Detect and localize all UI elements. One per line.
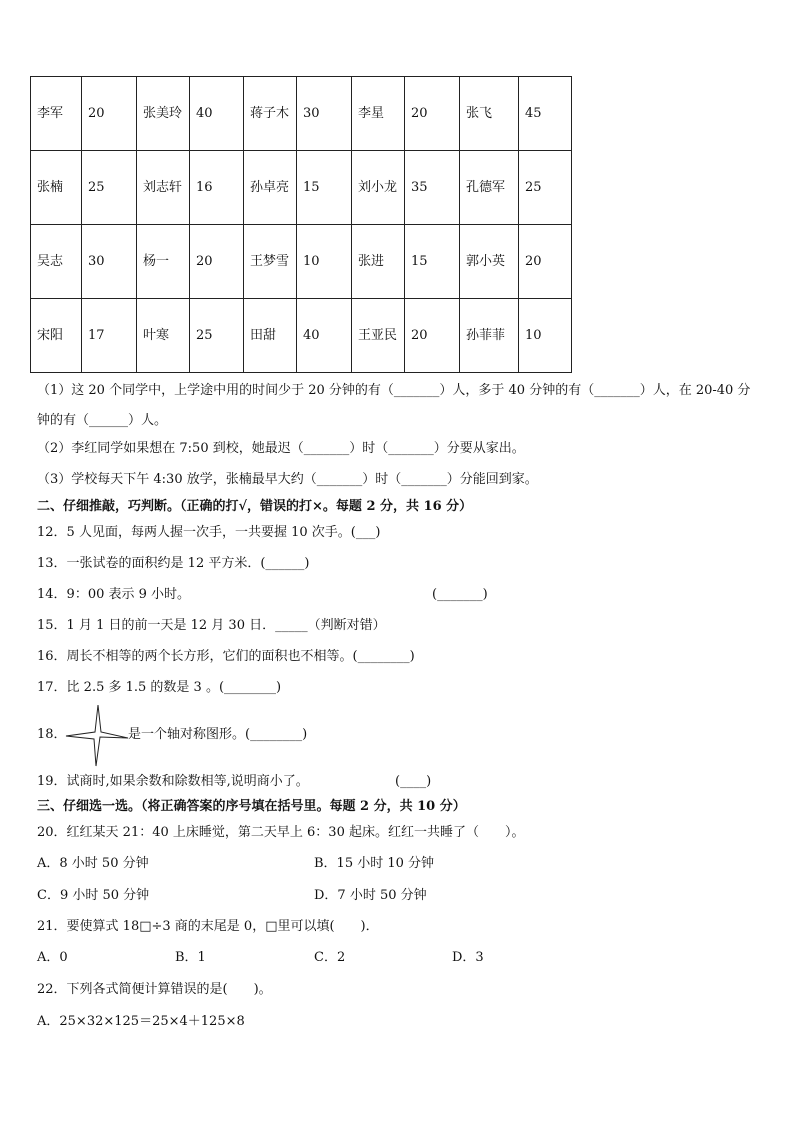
student-name: 李星: [352, 77, 405, 151]
question-20-option-b: B．15 小时 10 分钟: [314, 856, 435, 871]
student-name: 张进: [352, 225, 405, 299]
student-name: 王梦雪: [244, 225, 297, 299]
question-20-option-a: A．8 小时 50 分钟: [37, 856, 149, 871]
question-21-option-d: D．3: [452, 950, 484, 965]
student-name: 田甜: [244, 299, 297, 373]
student-name: 孙卓亮: [244, 151, 297, 225]
question-18: 是一个轴对称图形。(________): [128, 727, 308, 742]
question-15: 15．1 月 1 日的前一天是 12 月 30 日．_____（判断对错）: [37, 618, 386, 633]
commute-minutes: 20: [405, 77, 460, 151]
student-name: 吴志: [31, 225, 82, 299]
commute-minutes: 17: [82, 299, 137, 373]
commute-minutes: 40: [190, 77, 244, 151]
student-name: 郭小英: [460, 225, 519, 299]
commute-minutes: 45: [519, 77, 572, 151]
student-name: 孔德军: [460, 151, 519, 225]
question-21-option-b: B．1: [175, 950, 206, 965]
question-20: 20．红红某天 21：40 上床睡觉，第二天早上 6：30 起床。红红一共睡了（ ）。: [37, 825, 525, 840]
student-name: 李军: [31, 77, 82, 151]
question-21-option-c: C．2: [314, 950, 346, 965]
question-22: 22．下列各式简便计算错误的是( )。: [37, 982, 272, 997]
question-19: 19．试商时,如果余数和除数相等,说明商小了。: [37, 774, 309, 789]
commute-minutes: 25: [519, 151, 572, 225]
student-name: 杨一: [137, 225, 190, 299]
commute-minutes: 20: [82, 77, 137, 151]
commute-minutes: 30: [297, 77, 352, 151]
student-name: 刘小龙: [352, 151, 405, 225]
question-16: 16．周长不相等的两个长方形，它们的面积也不相等。(________): [37, 649, 415, 664]
question-20-option-d: D．7 小时 50 分钟: [314, 888, 427, 903]
commute-minutes: 10: [297, 225, 352, 299]
student-name: 蒋子木: [244, 77, 297, 151]
student-name: 叶寒: [137, 299, 190, 373]
question-12: 12．5 人见面，每两人握一次手，一共要握 10 次手。(___): [37, 525, 381, 540]
student-name: 张飞: [460, 77, 519, 151]
commute-minutes: 16: [190, 151, 244, 225]
commute-minutes: 10: [519, 299, 572, 373]
table-row: [31, 299, 572, 373]
question-22-option-a: A．25×32×125＝25×4＋125×8: [37, 1014, 245, 1029]
student-name: 张美玲: [137, 77, 190, 151]
student-name: 王亚民: [352, 299, 405, 373]
student-name: 刘志轩: [137, 151, 190, 225]
commute-minutes: 40: [297, 299, 352, 373]
commute-time-table: [30, 76, 572, 373]
question-17: 17．比 2.5 多 1.5 的数是 3 。(________): [37, 680, 282, 695]
commute-minutes: 20: [519, 225, 572, 299]
question-20-option-c: C．9 小时 50 分钟: [37, 888, 150, 903]
commute-minutes: 35: [405, 151, 460, 225]
question-2-text: （2）李红同学如果想在 7:50 到校，她最迟（_______）时（_______）分要从家出。: [37, 441, 525, 456]
commute-minutes: 25: [82, 151, 137, 225]
section-2-heading: 二、仔细推敲，巧判断。（正确的打√，错误的打×。每题 2 分，共 16 分）: [37, 499, 473, 514]
student-name: 孙菲菲: [460, 299, 519, 373]
commute-minutes: 25: [190, 299, 244, 373]
commute-minutes: 30: [82, 225, 137, 299]
section-3-heading: 三、仔细选一选。（将正确答案的序号填在括号里。每题 2 分，共 10 分）: [37, 799, 466, 814]
question-21-option-a: A．0: [37, 950, 68, 965]
question-14: 14．9：00 表示 9 小时。: [37, 587, 191, 602]
question-3-text: （3）学校每天下午 4:30 放学，张楠最早大约（_______）时（_______）分能回到家。: [37, 472, 538, 487]
question-13: 13．一张试卷的面积约是 12 平方米．(______): [37, 556, 310, 571]
question-21: 21．要使算式 18□÷3 商的末尾是 0，□里可以填( )．: [37, 919, 379, 934]
table-row: [31, 77, 572, 151]
question-1-text: （1）这 20 个同学中，上学途中用的时间少于 20 分钟的有（_______）人，多于 40 分钟的有（_______）人，在 20-40 分钟的有（______）人。: [37, 383, 751, 428]
question-19-blank: (____): [395, 774, 432, 789]
student-name: 张楠: [31, 151, 82, 225]
commute-minutes: 20: [190, 225, 244, 299]
commute-minutes: 15: [297, 151, 352, 225]
table-row: [31, 225, 572, 299]
pinwheel-figure: [64, 704, 130, 768]
student-name: 宋阳: [31, 299, 82, 373]
commute-minutes: 15: [405, 225, 460, 299]
question-18-number: 18．: [37, 727, 67, 742]
question-14-blank: (_______): [432, 587, 488, 602]
commute-minutes: 20: [405, 299, 460, 373]
table-row: [31, 151, 572, 225]
